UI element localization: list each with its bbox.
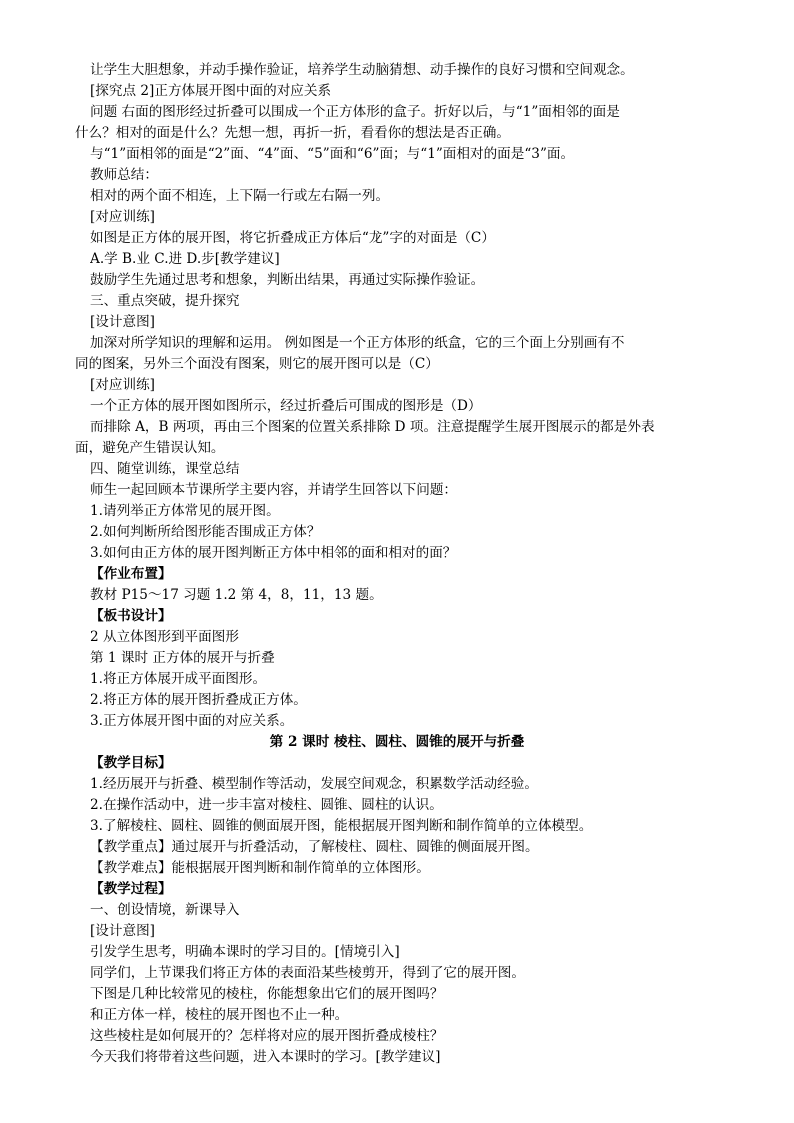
section-heading: 【教学目标】 <box>90 755 172 771</box>
text-line: A.学 B.业 C.进 D.步[教学建议] <box>90 251 280 267</box>
text-line: 教材 P15～17 习题 1.2 第 4，8，11，13 题。 <box>90 587 383 603</box>
text-line: 3.了解棱柱、圆柱、圆锥的侧面展开图，能根据展开图判断和制作简单的立体模型。 <box>90 818 593 834</box>
text-line: 师生一起回顾本节课所学主要内容，并请学生回答以下问题： <box>90 482 458 498</box>
text-line: 让学生大胆想象，并动手操作验证，培养学生动脑猜想、动手操作的良好习惯和空间观念。 <box>90 62 634 78</box>
section-heading: 【教学过程】 <box>90 881 172 897</box>
section-heading: 【板书设计】 <box>90 608 172 624</box>
text-line: 问题 右面的图形经过折叠可以围成一个正方体形的盒子。折好以后，与“1”面相邻的面是 <box>90 104 620 120</box>
text-line: 1.请列举正方体常见的展开图。 <box>90 503 280 519</box>
text-line: 3.如何由正方体的展开图判断正方体中相邻的面和相对的面？ <box>90 545 457 561</box>
text-line: 同的图案，另外三个面没有图案，则它的展开图可以是（C） <box>75 356 439 372</box>
text-line: 面，避免产生错误认知。 <box>75 440 225 456</box>
text-line: 鼓励学生先通过思考和想象，判断出结果，再通过实际操作验证。 <box>90 272 485 288</box>
section-heading: 【作业布置】 <box>90 566 172 582</box>
text-line: 2.在操作活动中，进一步丰富对棱柱、圆锥、圆柱的认识。 <box>90 797 443 813</box>
text-line: 今天我们将带着这些问题，进入本课时的学习。[教学建议] <box>90 1049 441 1065</box>
text-line: 【教学重点】通过展开与折叠活动，了解棱柱、圆柱、圆锥的侧面展开图。 <box>90 839 539 855</box>
text-line: [对应训练] <box>90 377 155 393</box>
text-line: 同学们，上节课我们将正方体的表面沿某些棱剪开，得到了它的展开图。 <box>90 965 525 981</box>
text-line: 这些棱柱是如何展开的？怎样将对应的展开图折叠成棱柱？ <box>90 1028 444 1044</box>
text-line: 引发学生思考，明确本课时的学习目的。[情境引入] <box>90 944 400 960</box>
text-line: [设计意图] <box>90 314 155 330</box>
text-line: 一、创设情境，新课导入 <box>90 902 240 918</box>
text-line: 2.将正方体的展开图折叠成正方体。 <box>90 692 307 708</box>
text-line: 相对的两个面不相连，上下隔一行或左右隔一列。 <box>90 188 390 204</box>
text-line: [设计意图] <box>90 923 155 939</box>
text-line: 什么？相对的面是什么？先想一想，再折一折，看看你的想法是否正确。 <box>75 125 510 141</box>
text-line: [对应训练] <box>90 209 155 225</box>
text-line: 3.正方体展开图中面的对应关系。 <box>90 713 294 729</box>
text-line: 2.如何判断所给图形能否围成正方体？ <box>90 524 321 540</box>
lesson-title: 第 2 课时 棱柱、圆柱、圆锥的展开与折叠 <box>269 734 525 750</box>
text-line: 2 从立体图形到平面图形 <box>90 629 239 645</box>
text-line: 而排除 A，B 两项，再由三个图案的位置关系排除 D 项。注意提醒学生展开图展示的都是外表 <box>90 419 655 435</box>
text-line: 一个正方体的展开图如图所示，经过折叠后可围成的图形是（D） <box>90 398 482 414</box>
text-line: 四、随堂训练，课堂总结 <box>90 461 240 477</box>
text-line: 【教学难点】能根据展开图判断和制作简单的立体图形。 <box>90 860 430 876</box>
text-line: 1.将正方体展开成平面图形。 <box>90 671 267 687</box>
text-line: [探究点 2]正方体展开图中面的对应关系 <box>90 83 332 99</box>
text-line: 加深对所学知识的理解和运用。 例如图是一个正方体形的纸盒，它的三个面上分别画有不 <box>90 335 625 351</box>
text-line: 三、重点突破，提升探究 <box>90 293 240 309</box>
text-line: 如图是正方体的展开图，将它折叠成正方体后“龙”字的对面是（C） <box>90 230 495 246</box>
text-line: 与“1”面相邻的面是“2”面、“4”面、“5”面和“6”面；与“1”面相对的面是“3”面。 <box>90 146 575 162</box>
text-line: 第 1 课时 正方体的展开与折叠 <box>90 650 275 666</box>
text-line: 下图是几种比较常见的棱柱，你能想象出它们的展开图吗？ <box>90 986 444 1002</box>
text-line: 和正方体一样，棱柱的展开图也不止一种。 <box>90 1007 349 1023</box>
text-line: 1.经历展开与折叠、模型制作等活动，发展空间观念，积累数学活动经验。 <box>90 776 538 792</box>
text-line: 教师总结： <box>90 167 158 183</box>
